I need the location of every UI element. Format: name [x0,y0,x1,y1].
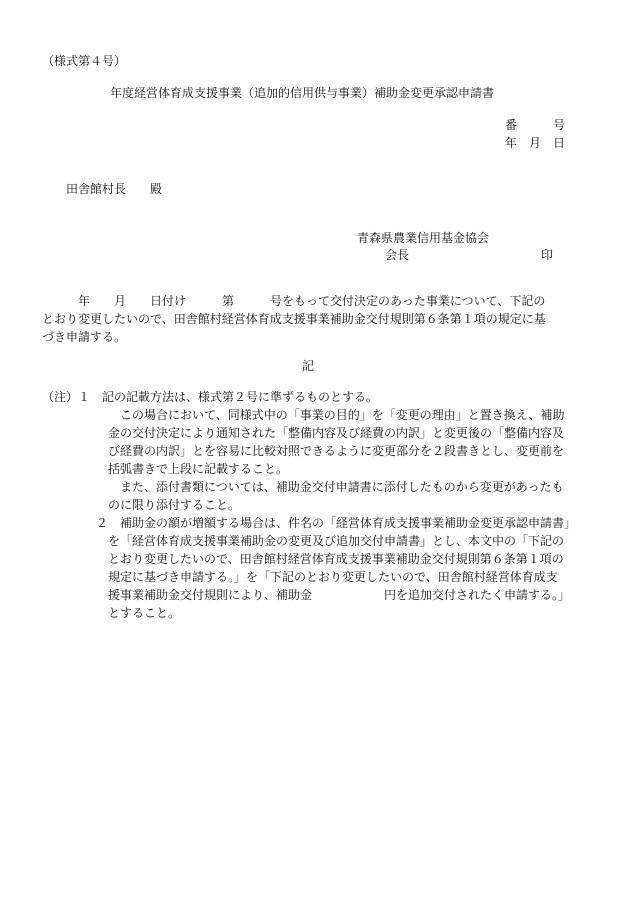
body-line: とおり変更したいので、田舎館村経営体育成支援事業補助金交付規則第６条第１項の規定に基 [42,312,546,326]
note-line: この場合において、同様式中の「事業の目的」を「変更の理由」と置き換え、補助 [120,408,565,422]
applicant-organization: 青森県農業信用基金協会 [357,231,490,245]
note-line: ２ 補助金の額が増額する場合は、件名の「経営体育成支援事業補助金変更承認申請書」 [96,516,577,530]
applicant-representative: 会長 印 [385,248,554,262]
note-line: を「経営体育成支援事業補助金の変更及び追加交付申請書」とし、本文中の「下記の [108,534,565,548]
body-text [42,292,588,346]
note-line: （注）１ 記の記載方法は、様式第２号に準ずるものとする。 [42,390,379,404]
form-number: （様式第４号） [42,54,127,68]
date-label: 年 月 日 [505,136,566,150]
addressee: 田舎館村長 殿 [66,182,163,196]
notes-section [42,388,592,622]
document-title: 年度経営体育成支援事業（追加的信用供与事業）補助金変更承認申請書 [110,86,495,100]
note-line: 金の交付決定により通知された「整備内容及び経費の内訳」と変更後の「整備内容及 [108,426,565,440]
body-line: 年 月 日付け 第 号をもって交付決定のあった事業について、下記の [42,294,546,308]
body-line: づき申請する。 [42,330,127,344]
note-line: 援事業補助金交付規則により、補助金 円を追加交付されたく申請する。」 [108,588,571,602]
note-line: のに限り添付すること。 [108,498,241,512]
note-line: とおり変更したいので、田舎館村経営体育成支援事業補助金交付規則第６条第１項の [108,552,564,566]
note-line: また、添付書類については、補助金交付申請書に添付したものから変更があったも [120,480,564,494]
ki-heading: 記 [302,359,315,373]
note-line: 規定に基づき申請する。」を「下記のとおり変更したいので、田舎館村経営体育成支 [108,570,558,584]
note-line: とすること。 [108,606,181,620]
document-number-label: 番 号 [505,118,566,132]
note-line: 括弧書きで上段に記載すること。 [108,462,289,476]
note-line: び経費の内訳」とを容易に比較対照できるように変更部分を２段書きとし、変更前を [108,444,565,458]
